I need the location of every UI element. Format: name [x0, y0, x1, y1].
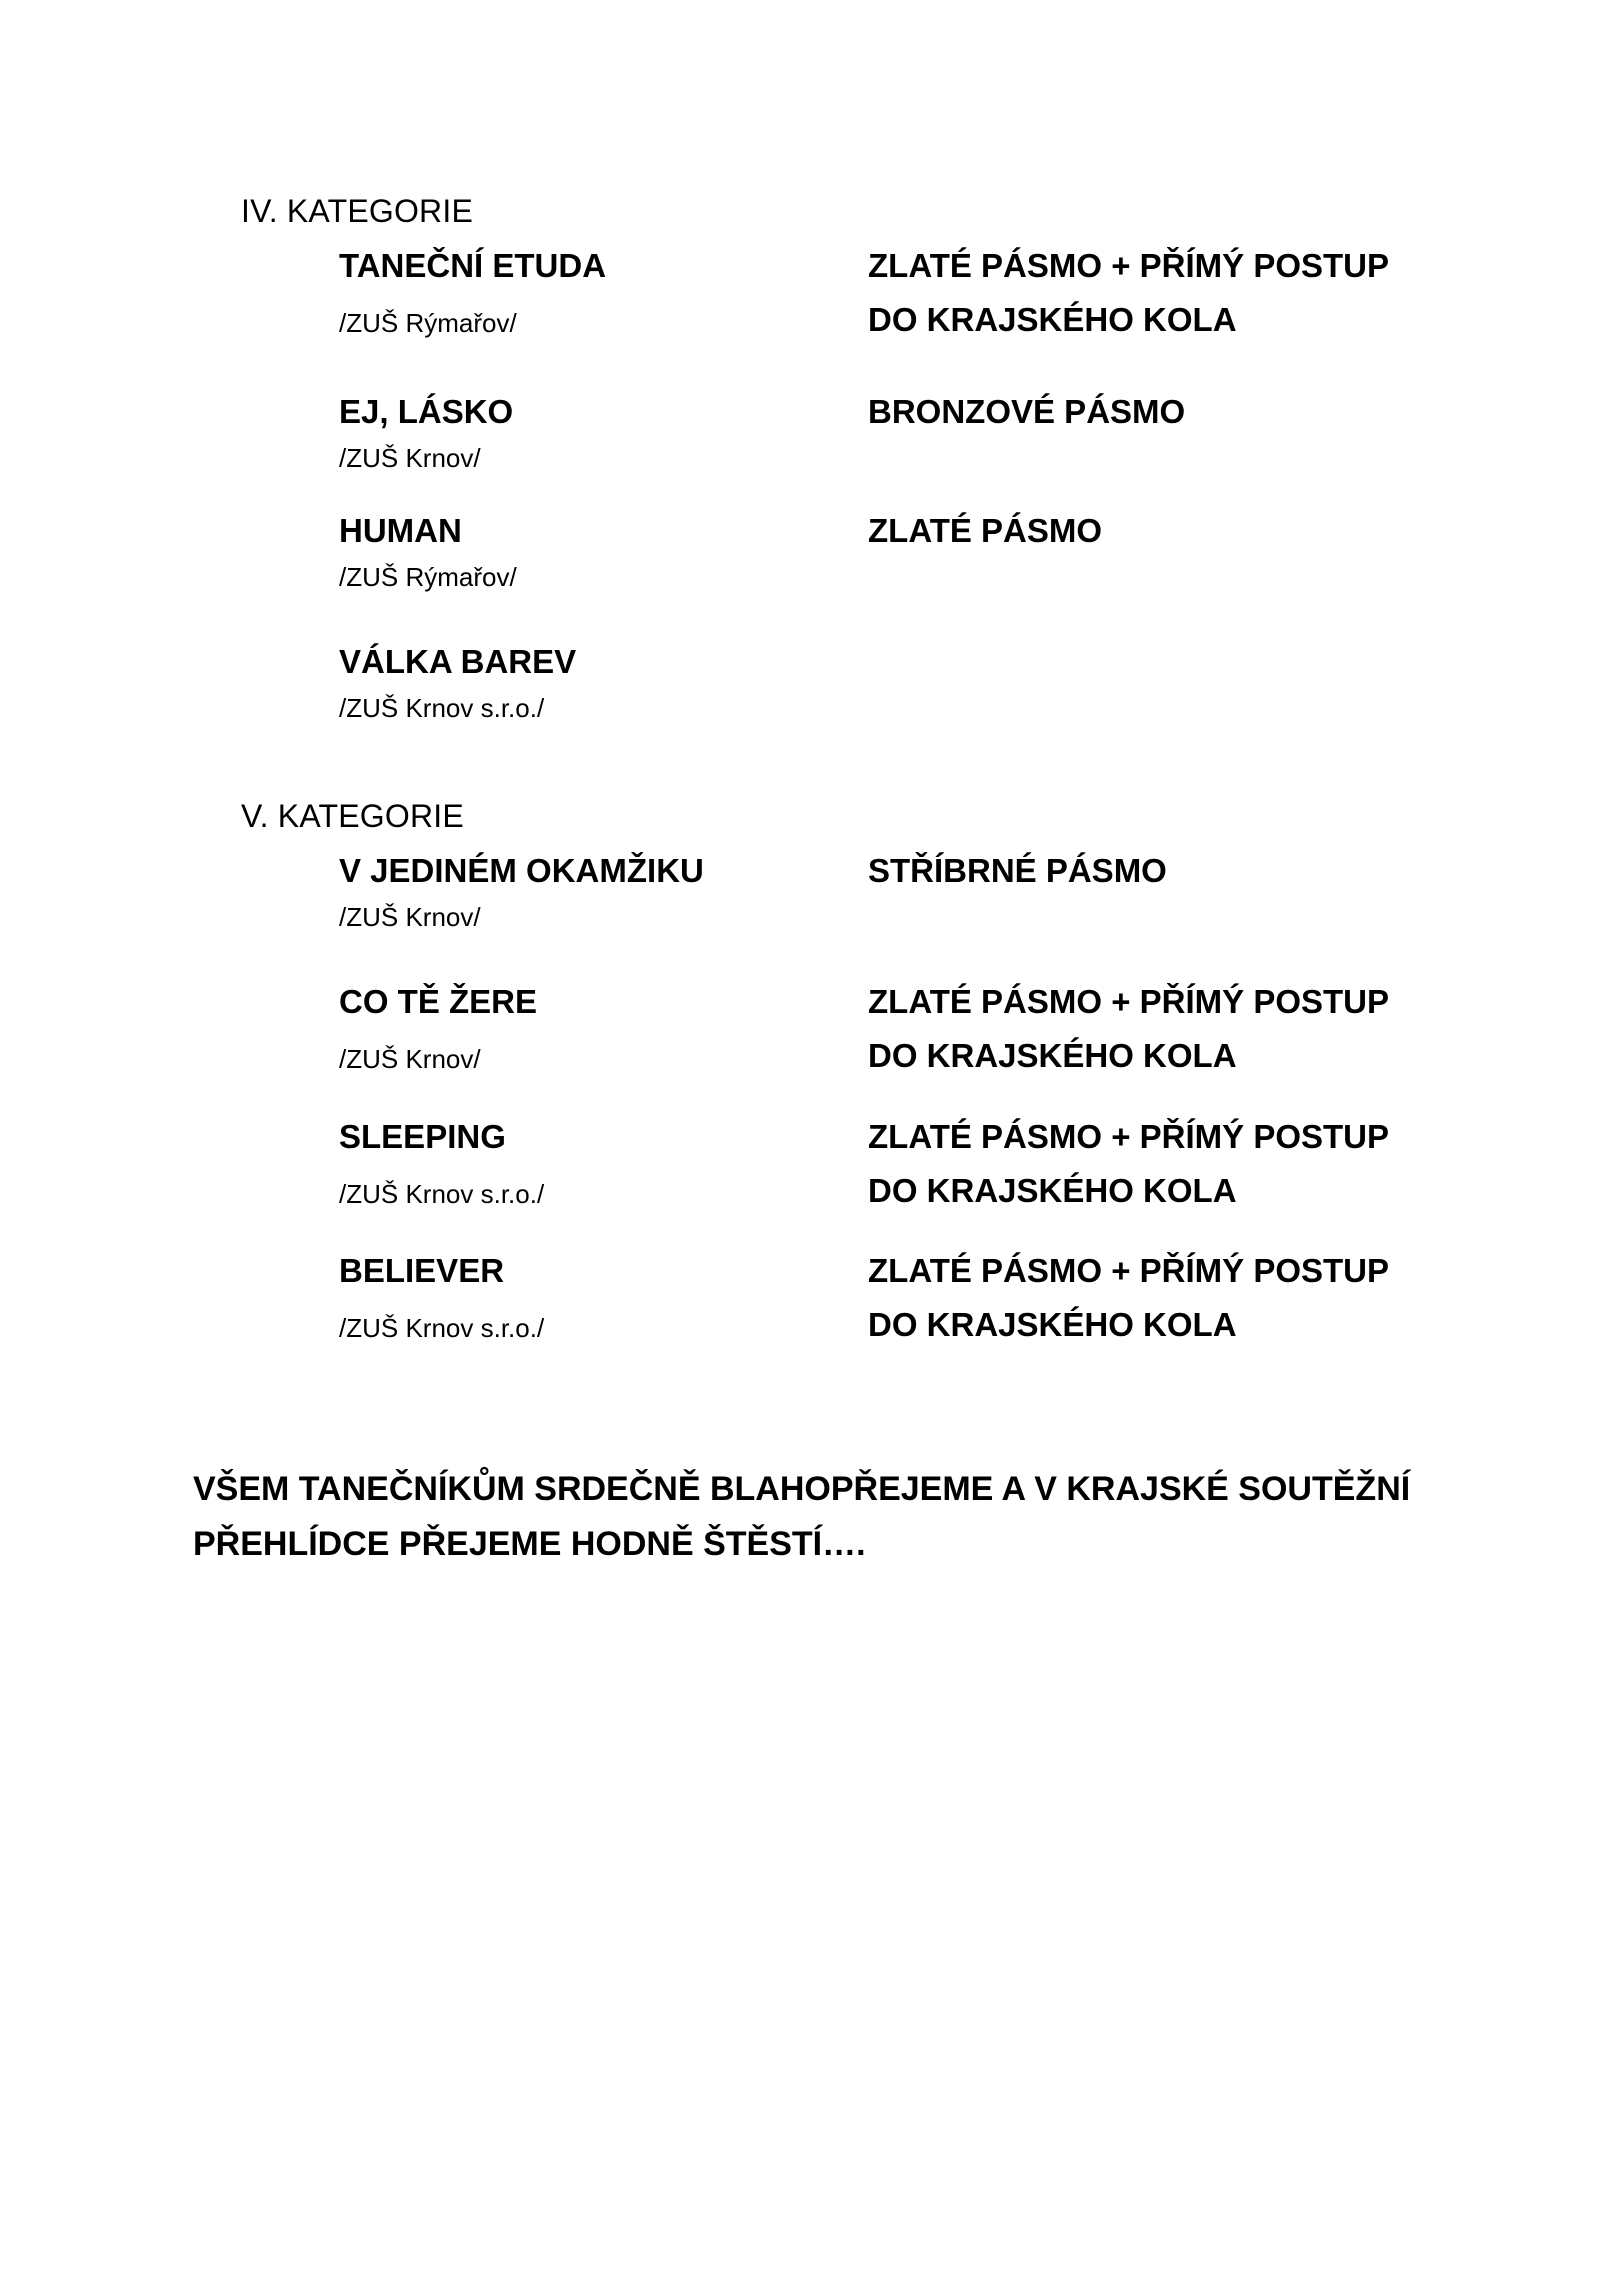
entry-school: /ZUŠ Krnov/ [339, 902, 481, 932]
result-line: DO KRAJSKÉHO KOLA [868, 1172, 1237, 1209]
entry-title: CO TĚ ŽERE [339, 983, 538, 1020]
entry-school: /ZUŠ Krnov s.r.o./ [339, 1179, 545, 1209]
entry-result [868, 239, 1389, 347]
category-heading-iv: IV. KATEGORIE [241, 193, 474, 229]
entry-school: /ZUŠ Krnov/ [339, 1044, 481, 1074]
result-line: DO KRAJSKÉHO KOLA [868, 1037, 1237, 1074]
entry-result [868, 385, 1185, 439]
entry-title: V JEDINÉM OKAMŽIKU [339, 852, 704, 889]
entry-title: EJ, LÁSKO [339, 393, 514, 430]
congratulations-line: VŠEM TANEČNÍKŮM SRDEČNĚ BLAHOPŘEJEME A V KRAJSKÉ SOUTĚŽNÍ [193, 1470, 1411, 1508]
entry-title: HUMAN [339, 512, 462, 549]
result-line: ZLATÉ PÁSMO + PŘÍMÝ POSTUP [868, 983, 1390, 1020]
result-line: DO KRAJSKÉHO KOLA [868, 301, 1237, 338]
entry-result [868, 1110, 1389, 1218]
entry-title: TANEČNÍ ETUDA [339, 247, 607, 284]
result-line: ZLATÉ PÁSMO + PŘÍMÝ POSTUP [868, 1252, 1390, 1289]
congratulations-line: PŘEHLÍDCE PŘEJEME HODNĚ ŠTĚSTÍ…. [193, 1525, 866, 1563]
entry-school: /ZUŠ Krnov s.r.o./ [339, 693, 545, 723]
entry-school: /ZUŠ Rýmařov/ [339, 562, 517, 592]
category-heading-v: V. KATEGORIE [241, 798, 464, 834]
result-line: ZLATÉ PÁSMO [868, 512, 1103, 549]
result-line: ZLATÉ PÁSMO + PŘÍMÝ POSTUP [868, 247, 1390, 284]
congratulations-text [193, 1462, 1410, 1572]
result-line: ZLATÉ PÁSMO + PŘÍMÝ POSTUP [868, 1118, 1390, 1155]
entry-title: BELIEVER [339, 1252, 505, 1289]
entry-result [868, 975, 1389, 1083]
entry-result [868, 844, 1167, 898]
result-line: STŘÍBRNÉ PÁSMO [868, 852, 1167, 889]
result-line: DO KRAJSKÉHO KOLA [868, 1306, 1237, 1343]
entry-title: SLEEPING [339, 1118, 506, 1155]
entry-title: VÁLKA BAREV [339, 643, 577, 680]
entry-result [868, 1244, 1389, 1352]
result-line: BRONZOVÉ PÁSMO [868, 393, 1186, 430]
entry-school: /ZUŠ Rýmařov/ [339, 308, 517, 338]
entry-school: /ZUŠ Krnov/ [339, 443, 481, 473]
entry-result [868, 504, 1102, 558]
entry-school: /ZUŠ Krnov s.r.o./ [339, 1313, 545, 1343]
